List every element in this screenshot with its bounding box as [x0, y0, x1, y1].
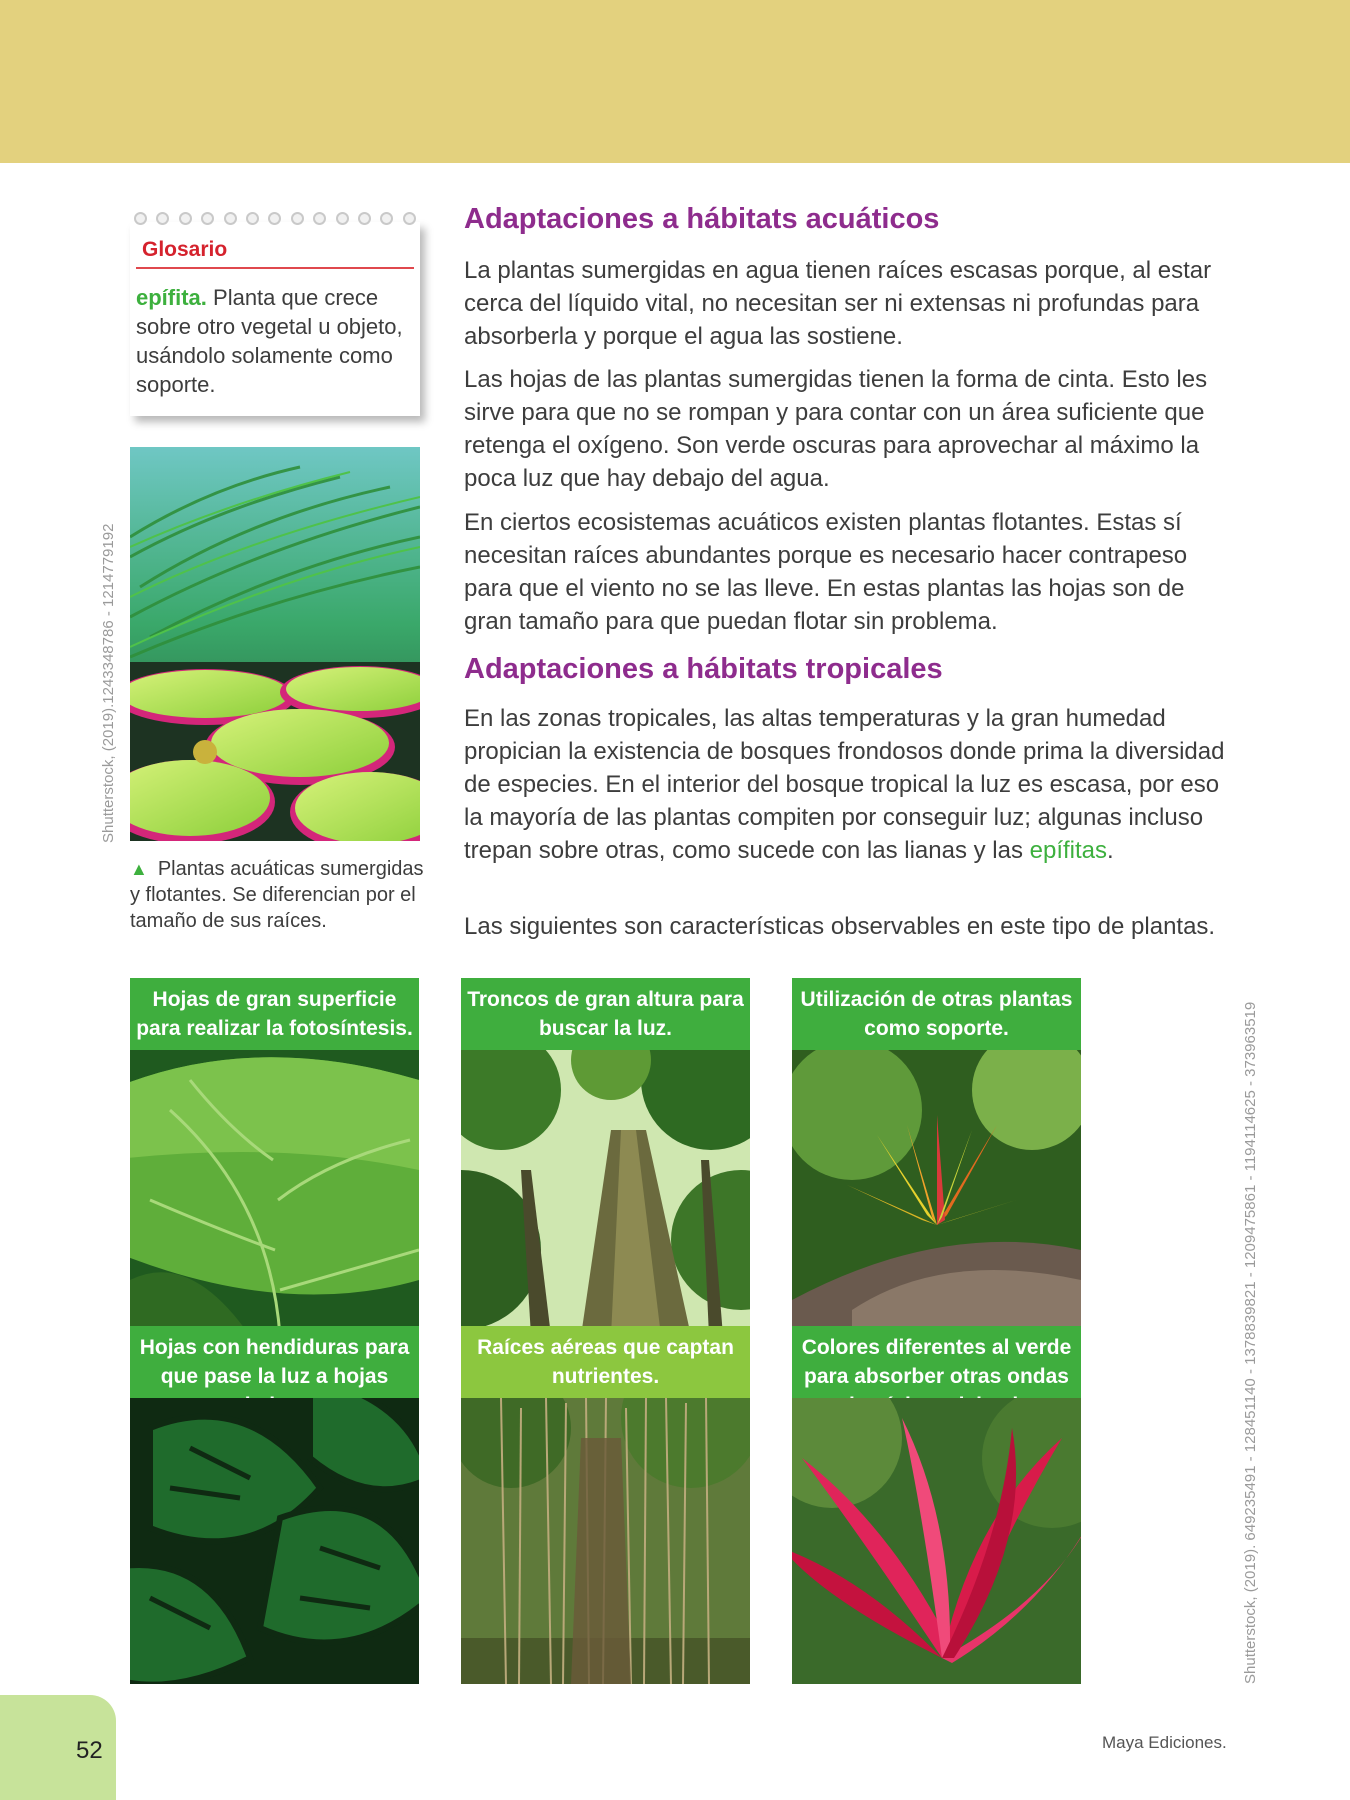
heading-tropical: Adaptaciones a hábitats tropicales	[464, 653, 943, 685]
feature-card-aerial-roots	[461, 1326, 750, 1684]
ring-icon	[246, 212, 259, 225]
ring-icon	[156, 212, 169, 225]
feature-card-split-leaves	[130, 1326, 419, 1684]
tall-trunk-photo	[461, 1050, 750, 1336]
epifitas-term: epífitas	[1029, 837, 1108, 864]
page-number: 52	[76, 1737, 103, 1764]
ring-icon	[403, 212, 416, 225]
feature-card-colored-leaves	[792, 1326, 1081, 1684]
feature-label: Colores diferentes al verde para absorber otras ondas	[792, 1326, 1081, 1398]
paragraph-aquatic-1: La plantas sumergidas en agua tienen raíces escasas porque, al estar cerca del líquido vital, no necesitan ser ni extensas ni profundas para absorberla y porque el agua las sostiene.	[464, 257, 1212, 350]
ring-icon	[358, 212, 371, 225]
glossary-term: epífita.	[136, 285, 207, 310]
aquatic-photo-caption	[130, 856, 430, 934]
glossary-divider	[136, 267, 414, 269]
ring-icon	[380, 212, 393, 225]
ring-icon	[134, 212, 147, 225]
photo-credit-right: Shutterstock, (2019). 649235491 - 128451140 - 1378839821 - 1209475861 - 1194114625 - 373963519	[1242, 1001, 1259, 1684]
aquatic-plants-photo	[130, 447, 420, 841]
ring-icon	[291, 212, 304, 225]
feature-label: Hojas con hendiduras para que pase la luz a hojas	[130, 1326, 419, 1398]
large-leaf-photo	[130, 1050, 419, 1336]
feature-card-tall-trunks	[461, 978, 750, 1336]
publisher-name: Maya Ediciones.	[1102, 1733, 1227, 1752]
aerial-roots-photo	[461, 1398, 750, 1684]
heading-aquatic: Adaptaciones a hábitats acuáticos	[464, 203, 940, 235]
paragraph-tropical-1	[464, 702, 1234, 867]
ring-icon	[201, 212, 214, 225]
feature-label: Utilización de otras plantas como soporte.	[792, 978, 1081, 1050]
paragraph-tropical-1-end: .	[1107, 837, 1114, 864]
ring-icon	[313, 212, 326, 225]
feature-card-large-leaves	[130, 978, 419, 1336]
caption-text: Plantas acuáticas sumergidas y flotantes. Se diferencian por el tamaño de sus raíces.	[130, 858, 424, 932]
paragraph-tropical-2: Las siguientes son características observables en este tipo de plantas.	[464, 913, 1216, 940]
ring-icon	[224, 212, 237, 225]
red-leaf-photo	[792, 1398, 1081, 1684]
glossary-entry	[136, 283, 416, 399]
feature-label: Hojas de gran superficie para realizar la fotosíntesis.	[130, 978, 419, 1050]
feature-card-support-plants	[792, 978, 1081, 1336]
spiral-rings	[134, 212, 416, 230]
paragraph-tropical-1-text: En las zonas tropicales, las altas temperaturas y la gran humedad propician la existencia de bosques frondosos donde prima la diversidad de especies. En el interior del bosque tropical la luz es escasa, por eso la mayoría de las plantas compiten por conseguir luz; algunas incluso trepan sobre otras, como sucede con las lianas y las	[464, 705, 1225, 864]
glossary-title: Glosario	[142, 238, 228, 261]
feature-label: Raíces aéreas que captan nutrientes.	[461, 1326, 750, 1398]
ring-icon	[336, 212, 349, 225]
ring-icon	[268, 212, 281, 225]
top-color-band	[0, 0, 1350, 163]
glossary-card	[130, 222, 420, 416]
photo-credit-left: Shutterstock, (2019).1243348786 - 1214779192	[100, 523, 117, 843]
glossary-definition: Planta que crece sobre otro vegetal u objeto, usándolo solamente como soporte.	[136, 285, 403, 397]
paragraph-aquatic-2: Las hojas de las plantas sumergidas tienen la forma de cinta. Esto les sirve para que no se rompan y para contar con un área suficiente que retenga el oxígeno. Son verde oscuras para aprovechar al máximo la poca luz que hay debajo del agua.	[464, 366, 1208, 492]
bromeliad-photo	[792, 1050, 1081, 1336]
triangle-marker-icon: ▲	[130, 859, 148, 879]
ring-icon	[179, 212, 192, 225]
paragraph-aquatic-3: En ciertos ecosistemas acuáticos existen plantas flotantes. Estas sí necesitan raíces abundantes porque es necesario hacer contrapeso para que el viento no se las lleve. En estas plantas las hojas son de gran tamaño para que puedan flotar sin problema.	[464, 509, 1188, 635]
split-leaf-photo	[130, 1398, 419, 1684]
feature-label: Troncos de gran altura para buscar la luz.	[461, 978, 750, 1050]
